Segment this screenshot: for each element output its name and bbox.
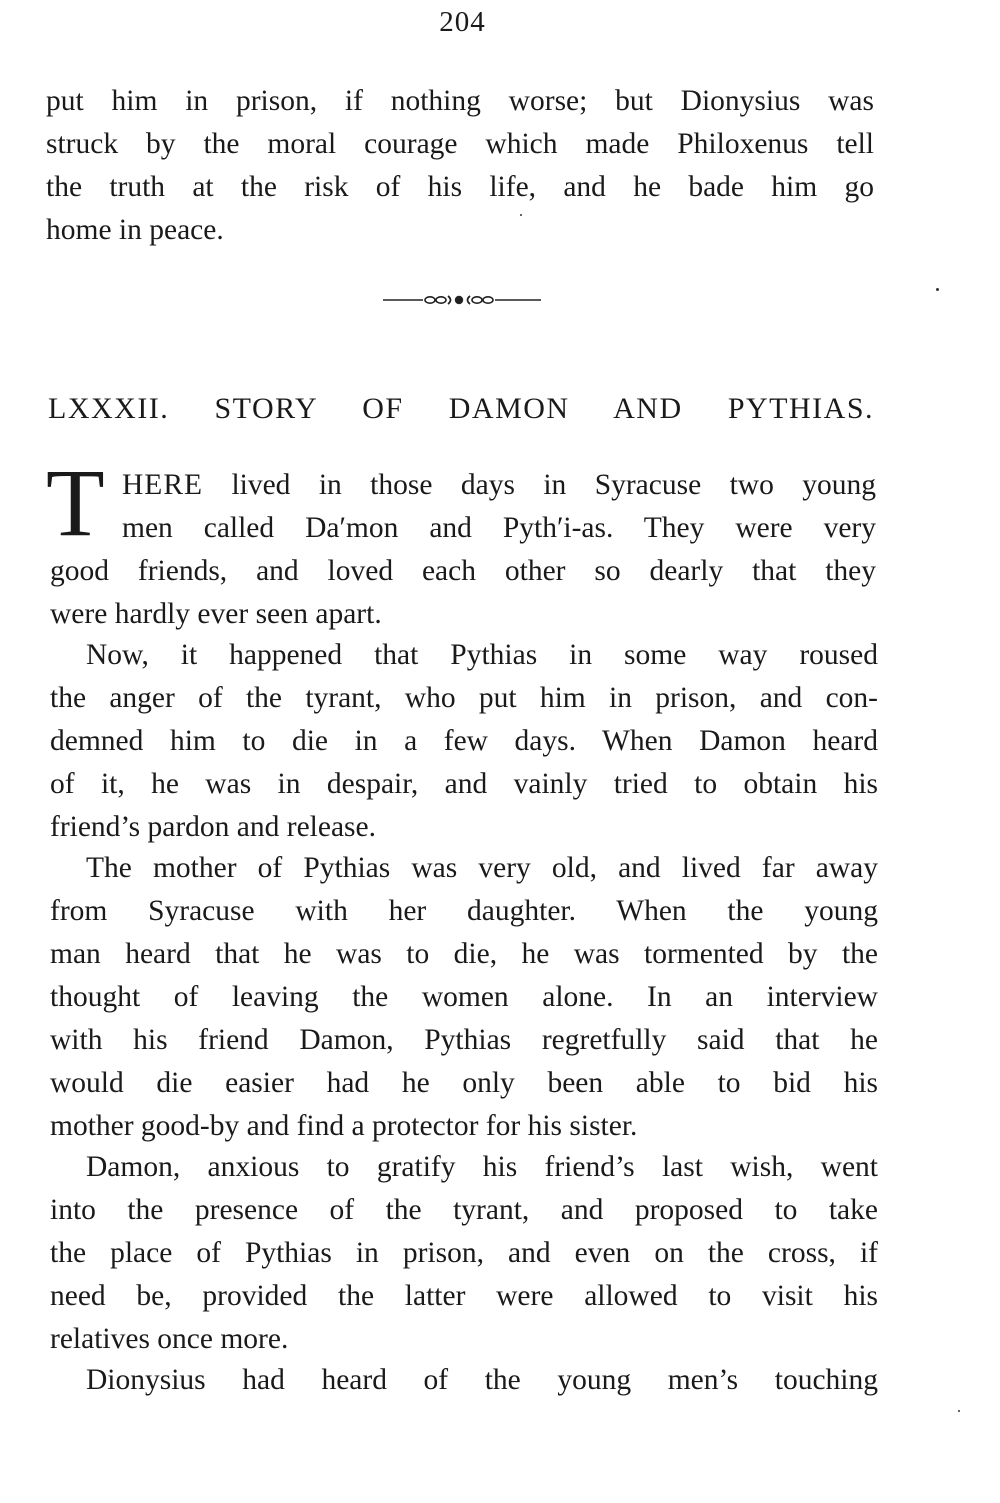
text-line: the truth at the risk of his life, and he bade him go [46, 171, 874, 203]
section-divider-ornament [383, 290, 543, 310]
text-line: would die easier had he only been able to bid his [50, 1067, 878, 1099]
continuation-paragraph [46, 80, 874, 252]
scan-speck [958, 1410, 960, 1412]
text-line: home in peace. [46, 214, 224, 246]
text-line: friend’s pardon and release. [50, 811, 376, 843]
text-line: with his friend Damon, Pythias regretfully said that he [50, 1024, 878, 1056]
scan-speck [936, 288, 939, 291]
text-line: good friends, and loved each other so dearly that they [50, 555, 876, 587]
chapter-title: LXXXII. STORY OF DAMON AND PYTHIAS. [48, 392, 874, 425]
text-line: mother good-by and find a protector for his sister. [50, 1110, 638, 1142]
text-line: men called Da′mon and Pyth′i-as. They were very [122, 512, 876, 544]
text-line-rest: lived in those days in Syracuse two young [203, 469, 876, 501]
paragraph [50, 847, 878, 1148]
paragraph [50, 1146, 878, 1361]
text-line: put him in prison, if nothing worse; but Dionysius was [46, 85, 874, 117]
text-line: from Syracuse with her daughter. When the young [50, 895, 878, 927]
text-line: Damon, anxious to gratify his friend’s last wish, went [86, 1151, 878, 1183]
text-line: struck by the moral courage which made Philoxenus tell [46, 128, 874, 160]
paragraph [50, 464, 876, 636]
small-caps-word: HERE [122, 469, 204, 501]
text-line: thought of leaving the women alone. In an interview [50, 981, 878, 1013]
text-line: of it, he was in despair, and vainly tried to obtain his [50, 768, 878, 800]
text-line: were hardly ever seen apart. [50, 598, 382, 630]
text-line: into the presence of the tyrant, and proposed to take [50, 1194, 878, 1226]
drop-cap-letter: T [46, 449, 105, 556]
text-line: the anger of the tyrant, who put him in prison, and con- [50, 682, 878, 714]
text-line: the place of Pythias in prison, and even on the cross, if [50, 1237, 878, 1269]
page-number: 204 [439, 6, 486, 38]
text-line: The mother of Pythias was very old, and lived far away [86, 852, 878, 884]
paragraph [50, 1359, 878, 1402]
scan-speck [520, 214, 522, 216]
text-line: man heard that he was to die, he was tormented by the [50, 938, 878, 970]
text-line: need be, provided the latter were allowed to visit his [50, 1280, 878, 1312]
text-line: demned him to die in a few days. When Damon heard [50, 725, 878, 757]
text-line: relatives once more. [50, 1323, 289, 1355]
text-line [50, 464, 876, 507]
text-line: Dionysius had heard of the young men’s touching [86, 1364, 878, 1396]
paragraph [50, 634, 878, 849]
text-line: Now, it happened that Pythias in some way roused [86, 639, 878, 671]
